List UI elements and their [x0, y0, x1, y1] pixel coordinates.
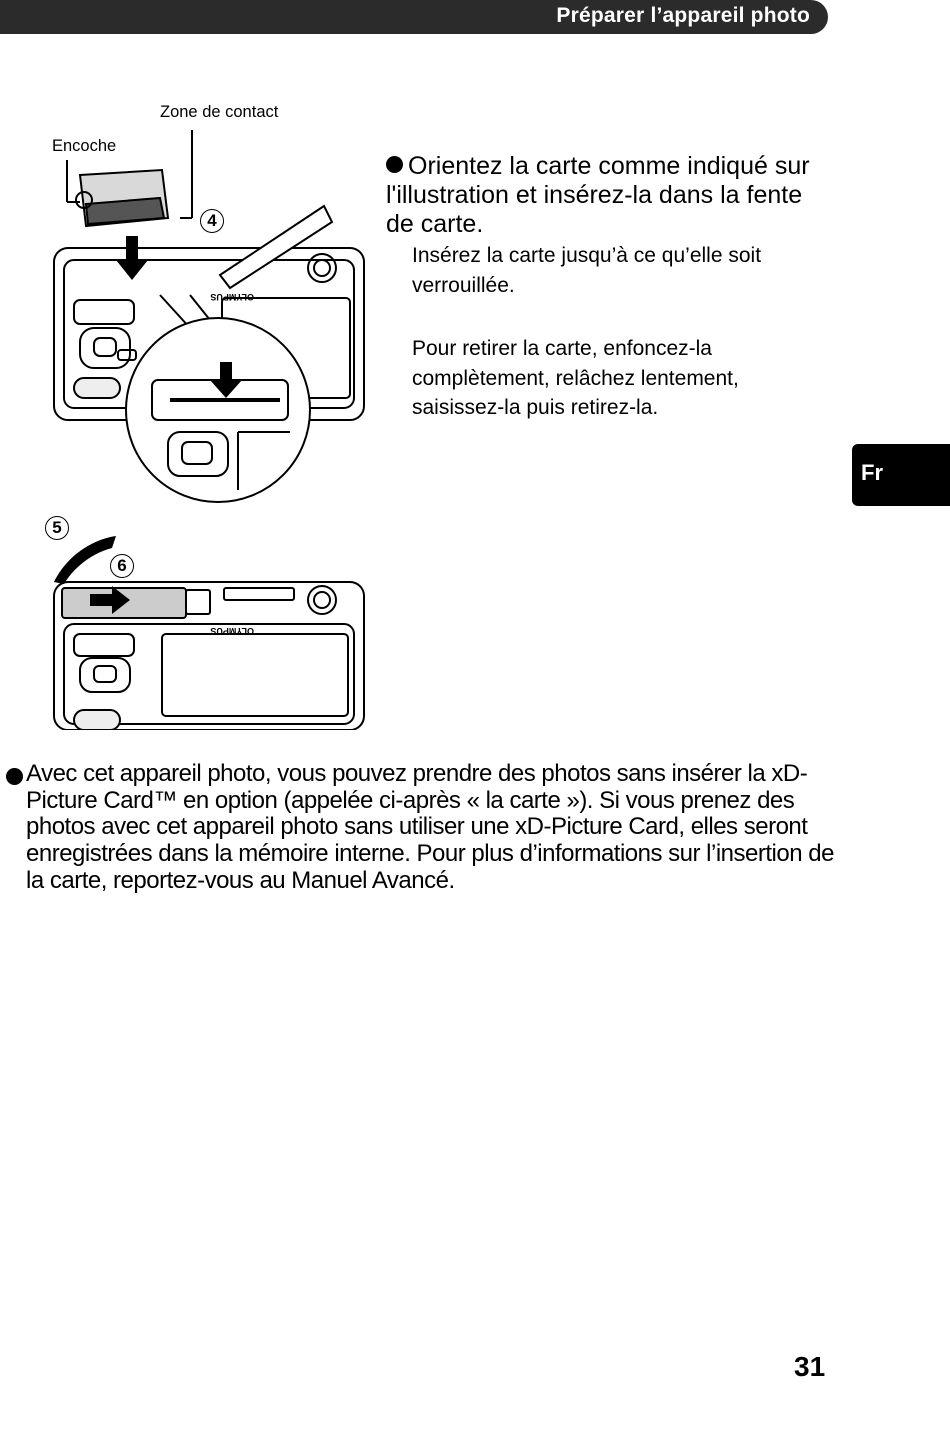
remove-note: Pour retirer la carte, enfoncez-la complètement, relâchez lentement, saisissez-la puis retirez-la.: [412, 337, 739, 419]
close-cover-illustration: [40, 530, 420, 730]
brand-label: OLYMPUS: [210, 292, 254, 302]
language-tab-label: Fr: [861, 460, 883, 485]
step-4-badge: 4: [200, 209, 224, 233]
brand-label-2: OLYMPUS: [210, 626, 254, 636]
bullet-icon: [386, 156, 403, 173]
card-note: [6, 761, 836, 895]
bullet-icon-2: [6, 768, 23, 785]
page-number: 31: [794, 1351, 826, 1382]
contact-zone-label: Zone de contact: [160, 103, 279, 121]
card-note-text: Avec cet appareil photo, vous pouvez prendre des photos sans insérer la xD-Picture Card™ en option (appelée ci-après « la carte »). Si vous prenez des photos avec cet appareil photo sans utiliser une xD-Picture Card, elles seront enregistrées dans la mémoire interne. Pour plus d’informations sur l’insertion de la carte, reportez-vous au Manuel Avancé.: [26, 760, 834, 894]
header-bar: [0, 0, 828, 34]
insert-instruction-text: Orientez la carte comme indiqué sur l'illustration et insérez-la dans la fente de carte.: [386, 152, 810, 238]
insert-instruction: [386, 152, 836, 239]
language-tab[interactable]: [852, 444, 950, 506]
page-title: Préparer l’appareil photo: [556, 4, 810, 27]
notch-label: Encoche: [52, 137, 117, 155]
insert-note: Insérez la carte jusqu’à ce qu’elle soit verrouillée.: [412, 244, 762, 297]
step-6-badge: 6: [110, 554, 134, 578]
step-5-badge: 5: [45, 516, 69, 540]
card-insertion-illustration: [40, 100, 420, 510]
